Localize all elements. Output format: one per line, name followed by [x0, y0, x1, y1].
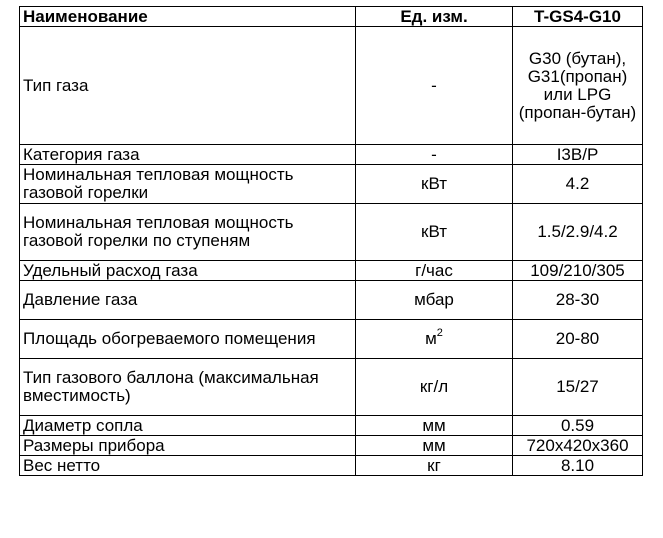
row-value: 1.5/2.9/4.2 [513, 204, 643, 261]
header-name: Наименование [20, 7, 356, 27]
row-unit: мм [356, 436, 513, 456]
row-unit: - [356, 145, 513, 165]
row-name: Вес нетто [20, 456, 356, 476]
table-row [20, 359, 643, 416]
table-row [20, 145, 643, 165]
row-unit: мм [356, 416, 513, 436]
row-unit [356, 320, 513, 359]
row-value: 4.2 [513, 165, 643, 204]
row-value: 720x420x360 [513, 436, 643, 456]
table-row [20, 281, 643, 320]
row-name: Категория газа [20, 145, 356, 165]
row-name: Тип газа [20, 27, 356, 145]
table-row [20, 165, 643, 204]
specifications-table [19, 6, 643, 476]
table-row [20, 261, 643, 281]
row-name: Тип газового баллона (максимальная вместимость) [20, 359, 356, 416]
row-name: Размеры прибора [20, 436, 356, 456]
row-unit: мбар [356, 281, 513, 320]
row-value: 15/27 [513, 359, 643, 416]
table-row [20, 320, 643, 359]
row-value: 109/210/305 [513, 261, 643, 281]
row-unit: кг [356, 456, 513, 476]
row-unit: г/час [356, 261, 513, 281]
table-row [20, 436, 643, 456]
header-model: T-GS4-G10 [513, 7, 643, 27]
row-value: 0.59 [513, 416, 643, 436]
table-header-row [20, 7, 643, 27]
row-value: I3B/P [513, 145, 643, 165]
row-value: 28-30 [513, 281, 643, 320]
row-name: Площадь обогреваемого помещения [20, 320, 356, 359]
row-name: Давление газа [20, 281, 356, 320]
row-unit: - [356, 27, 513, 145]
row-value: G30 (бутан), G31(пропан) или LPG (пропан-бутан) [513, 27, 643, 145]
row-unit-superscript: 2 [436, 327, 443, 340]
table-row [20, 416, 643, 436]
row-unit: кВт [356, 165, 513, 204]
row-value: 8.10 [513, 456, 643, 476]
row-name: Удельный расход газа [20, 261, 356, 281]
table-row [20, 27, 643, 145]
row-unit-text: м [425, 329, 437, 348]
row-name: Номинальная тепловая мощность газовой горелки по ступеням [20, 204, 356, 261]
header-unit: Ед. изм. [356, 7, 513, 27]
row-unit: кВт [356, 204, 513, 261]
row-name: Номинальная тепловая мощность газовой горелки [20, 165, 356, 204]
table-row [20, 456, 643, 476]
row-name: Диаметр сопла [20, 416, 356, 436]
row-value: 20-80 [513, 320, 643, 359]
row-unit: кг/л [356, 359, 513, 416]
table-row [20, 204, 643, 261]
